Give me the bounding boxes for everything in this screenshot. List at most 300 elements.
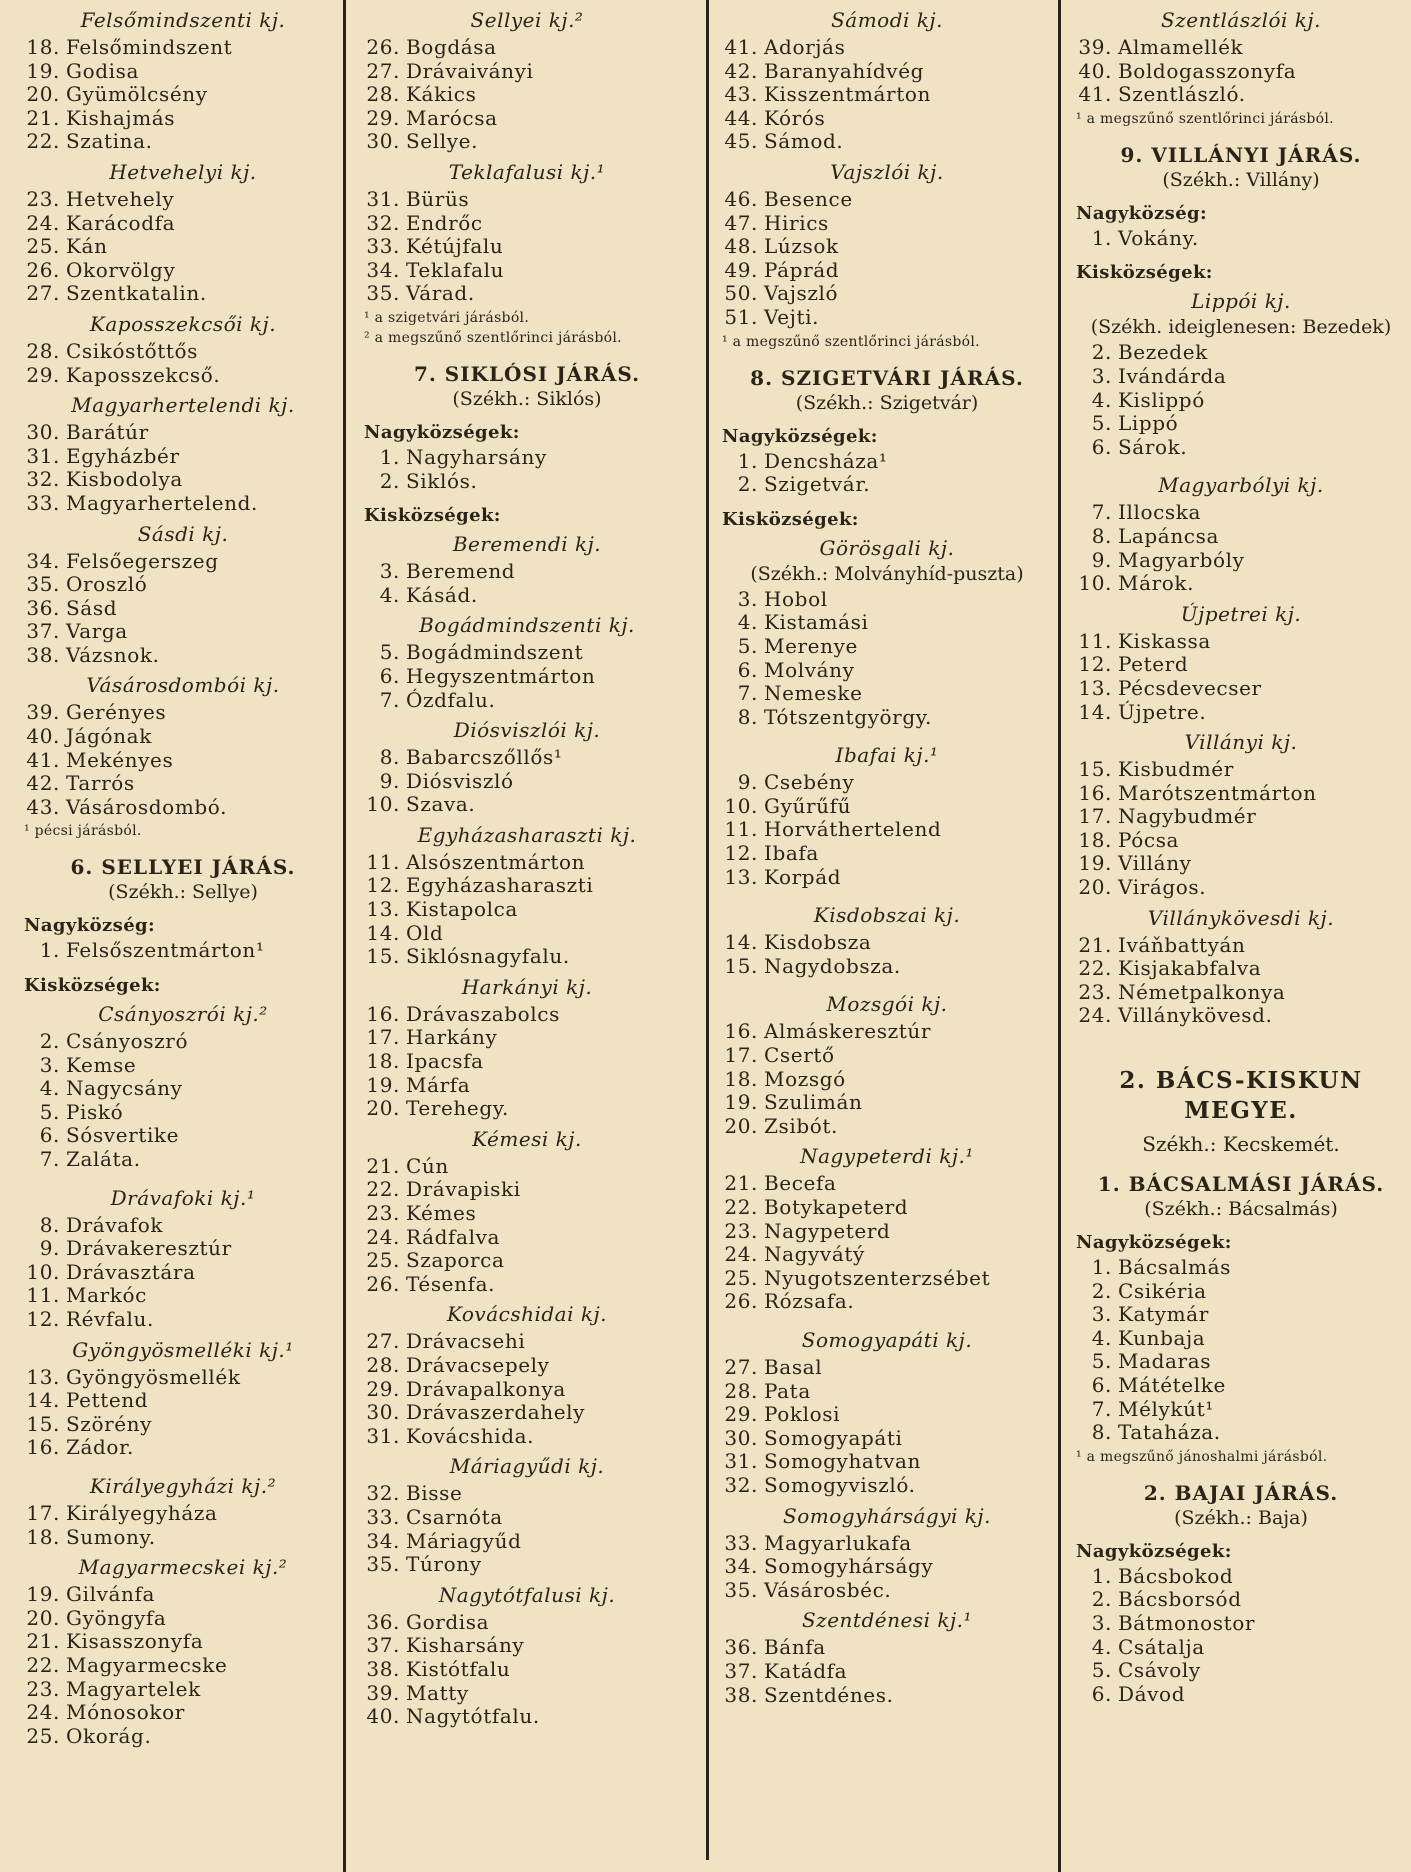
list-item: [722, 771, 1052, 795]
entry-list: [1076, 758, 1406, 900]
list-item: [722, 83, 1052, 107]
entry-name: Egyházbér: [66, 443, 180, 468]
list-item: [24, 620, 342, 644]
list-item: [364, 874, 690, 898]
list-item: [722, 450, 1052, 474]
entry-name: Csányoszró: [66, 1029, 189, 1054]
entry-name: Nagyharsány: [406, 444, 547, 469]
entry-number: 37.: [366, 1633, 400, 1658]
entry-name: Somogyhárságy: [764, 1554, 934, 1579]
subdistrict-heading: Kémesi kj.: [472, 1126, 582, 1151]
list-item: [364, 1026, 690, 1050]
entry-name: Drávacsehi: [406, 1329, 526, 1354]
entry-number: 41.: [26, 747, 60, 772]
list-item: [24, 1261, 342, 1285]
district-title: 1. BÁCSALMÁSI JÁRÁS.: [1097, 1172, 1385, 1197]
entry-name: Drávapalkonya: [406, 1376, 566, 1401]
entry-list: [364, 560, 690, 607]
group-label: Nagyközségek:: [722, 425, 878, 447]
entry-name: Ózdfalu.: [406, 687, 496, 712]
entry-list: [722, 1636, 1052, 1707]
entry-name: Máriagyűd: [406, 1528, 522, 1553]
list-item: [24, 282, 342, 306]
entry-name: Marócsa: [406, 105, 498, 130]
entry-number: 6.: [379, 663, 400, 688]
list-item: [722, 1115, 1052, 1139]
entry-number: 26.: [26, 257, 60, 282]
entry-name: Drávapiski: [406, 1177, 521, 1202]
subdistrict-heading: Kaposszekcsői kj.: [89, 311, 277, 336]
entry-name: Kisbudmér: [1118, 757, 1234, 782]
list-item: [1076, 227, 1406, 251]
list-item: [364, 1097, 690, 1121]
entry-number: 2.: [39, 1029, 60, 1054]
entry-name: Hirics: [764, 210, 829, 235]
entry-name: Markóc: [66, 1283, 147, 1308]
entry-number: 11.: [366, 849, 400, 874]
entry-name: Páprád: [764, 257, 840, 282]
entry-name: Nagytótfalu.: [406, 1704, 540, 1729]
entry-name: Bácsalmás: [1118, 1255, 1231, 1280]
entry-number: 37.: [26, 619, 60, 644]
entry-list: [1076, 1256, 1406, 1445]
entry-name: Katymár: [1118, 1302, 1209, 1327]
subdistrict-heading: Újpetrei kj.: [1180, 601, 1302, 626]
entry-name: Besence: [764, 186, 853, 211]
entry-number: 22.: [724, 1195, 758, 1219]
entry-list: [364, 851, 690, 969]
subdistrict-heading: Somogyhárságyi kj.: [783, 1503, 991, 1528]
entry-number: 6.: [1091, 1373, 1112, 1397]
entry-number: 10.: [724, 793, 758, 818]
list-item: [24, 597, 342, 621]
entry-list: [722, 36, 1052, 154]
list-item: [24, 259, 342, 283]
entry-number: 7.: [39, 1147, 60, 1171]
seat-note: (Székh.: Siklós): [452, 387, 602, 410]
entry-number: 14.: [1078, 699, 1112, 724]
list-item: [364, 1378, 690, 1402]
list-item: [1076, 1350, 1406, 1374]
subdistrict-heading: Csányoszrói kj.²: [98, 1002, 268, 1027]
list-item: [364, 446, 690, 470]
entry-number: 33.: [366, 1504, 400, 1529]
list-item: [364, 1202, 690, 1226]
entry-name: Kislippó: [1118, 387, 1205, 412]
list-item: [1076, 1612, 1406, 1636]
list-item: [24, 130, 342, 154]
list-item: [364, 1553, 690, 1577]
entry-name: Szigetvár.: [764, 472, 871, 497]
subdistrict-heading: Görösgali kj.: [819, 535, 955, 560]
entry-name: Mónosokor: [66, 1700, 185, 1725]
list-item: [722, 188, 1052, 212]
list-item: [364, 235, 690, 259]
list-item: [364, 130, 690, 154]
entry-list: [364, 188, 690, 306]
entry-number: 32.: [724, 1472, 758, 1497]
entry-number: 21.: [1078, 932, 1112, 957]
entry-number: 17.: [724, 1043, 758, 1068]
list-item: [722, 1356, 1052, 1380]
entry-name: Cún: [406, 1153, 449, 1178]
group-label: Nagyközségek:: [1076, 1232, 1232, 1254]
entry-name: Bogádmindszent: [406, 640, 584, 665]
list-item: [1076, 1280, 1406, 1304]
list-item: [1076, 630, 1406, 654]
entry-name: Szatina.: [66, 129, 153, 154]
entry-number: 20.: [26, 82, 60, 107]
subdistrict-heading: Szentlászlói kj.: [1161, 8, 1321, 32]
list-item: [24, 1436, 342, 1460]
entry-name: Somogyviszló.: [764, 1472, 916, 1497]
entry-number: 46.: [724, 186, 758, 211]
list-item: [24, 1678, 342, 1702]
entry-name: Oroszló: [66, 572, 148, 597]
list-item: [24, 1413, 342, 1437]
entry-name: Almamellék: [1118, 35, 1244, 59]
list-item: [1076, 412, 1406, 436]
list-item: [24, 1725, 342, 1749]
entry-number: 6.: [737, 657, 758, 682]
list-item: [364, 945, 690, 969]
group-label: Kisközségek:: [722, 508, 859, 530]
entry-number: 8.: [737, 704, 758, 729]
entry-number: 43.: [724, 82, 758, 107]
entry-list: [364, 1482, 690, 1576]
entry-number: 5.: [1091, 411, 1112, 436]
entry-number: 6.: [39, 1123, 60, 1148]
entry-name: Almáskeresztúr: [764, 1019, 932, 1044]
subdistrict-heading: Vásárosdombói kj.: [86, 673, 280, 698]
entry-name: Sósvertike: [66, 1123, 180, 1148]
entry-number: 9.: [1091, 547, 1112, 572]
entry-number: 29.: [724, 1402, 758, 1427]
entry-name: Old: [406, 920, 444, 945]
list-item: [722, 1636, 1052, 1660]
entry-number: 18.: [26, 35, 60, 59]
entry-number: 3.: [379, 559, 400, 584]
entry-name: Szava.: [406, 792, 476, 817]
footnote: ¹ pécsi járásból.: [24, 823, 142, 840]
list-item: [364, 1401, 690, 1425]
list-item: [722, 635, 1052, 659]
list-item: [24, 1526, 342, 1550]
entry-number: 5.: [1091, 1349, 1112, 1374]
entry-name: Dencsháza¹: [764, 448, 888, 473]
entry-number: 3.: [737, 586, 758, 611]
subdistrict-heading: Diósviszlói kj.: [453, 718, 601, 743]
entry-number: 20.: [1078, 875, 1112, 900]
entry-name: Siklósnagyfalu.: [406, 944, 570, 969]
entry-name: Vokány.: [1118, 225, 1199, 250]
entry-name: Virágos.: [1118, 875, 1207, 900]
list-item: [24, 1148, 342, 1172]
entry-name: Sellye.: [406, 129, 479, 154]
entry-name: Nagydobsza.: [764, 953, 901, 978]
entry-name: Korpád: [764, 864, 842, 889]
entry-number: 36.: [26, 595, 60, 620]
entry-name: Iváňbattyán: [1118, 932, 1246, 957]
entry-number: 6.: [1091, 1681, 1112, 1706]
entry-name: Kemse: [66, 1052, 137, 1077]
entry-name: Gyöngyösmellék: [66, 1364, 241, 1389]
entry-number: 4.: [1091, 387, 1112, 412]
entry-number: 8.: [1091, 1420, 1112, 1445]
list-item: [1076, 1256, 1406, 1280]
column-3: [722, 8, 1052, 1707]
list-item: [364, 1530, 690, 1554]
entry-number: 27.: [26, 281, 60, 306]
list-item: [722, 259, 1052, 283]
entry-name: Sásd: [66, 595, 118, 620]
entry-name: Márfa: [406, 1072, 471, 1097]
entry-list: [1076, 227, 1406, 251]
footnote: ² a megszűnő szentlőrinci járásból.: [364, 329, 622, 346]
list-item: [364, 1330, 690, 1354]
list-item: [24, 468, 342, 492]
entry-number: 21.: [724, 1171, 758, 1196]
entry-name: Csikóstőttős: [66, 338, 199, 363]
entry-number: 23.: [1078, 979, 1112, 1004]
group-label: Kisközségek:: [364, 505, 501, 527]
entry-name: Peterd: [1118, 652, 1189, 677]
entry-name: Matty: [406, 1680, 469, 1705]
entry-number: 15.: [26, 1411, 60, 1436]
entry-number: 10.: [366, 792, 400, 817]
entry-name: Bácsbokod: [1118, 1563, 1234, 1588]
entry-number: 3.: [39, 1052, 60, 1077]
entry-list: [722, 771, 1052, 889]
footnote: ¹ a megszűnő szentlőrinci járásból.: [722, 333, 980, 350]
list-item: [24, 1701, 342, 1725]
entry-name: Gerényes: [66, 700, 167, 725]
list-item: [364, 641, 690, 665]
list-item: [1076, 549, 1406, 573]
entry-name: Kishajmás: [66, 105, 176, 130]
list-item: [1076, 981, 1406, 1005]
entry-name: Terehegy.: [406, 1096, 509, 1121]
entry-number: 8.: [379, 745, 400, 770]
list-item: [364, 1273, 690, 1297]
entry-number: 26.: [724, 1289, 758, 1314]
list-item: [722, 36, 1052, 60]
entry-name: Újpetre.: [1118, 699, 1207, 724]
list-item: [1076, 1398, 1406, 1422]
column-rule: [343, 0, 346, 1872]
entry-number: 2.: [1091, 1587, 1112, 1612]
list-item: [1076, 525, 1406, 549]
list-item: [722, 306, 1052, 330]
list-item: [24, 1214, 342, 1238]
entry-name: Csertő: [764, 1043, 835, 1068]
entry-number: 2.: [737, 472, 758, 497]
entry-number: 17.: [366, 1025, 400, 1050]
entry-number: 22.: [26, 129, 60, 154]
entry-list: [24, 421, 342, 515]
entry-list: [364, 1155, 690, 1297]
list-item: [722, 1684, 1052, 1708]
entry-name: Boldogasszonyfa: [1118, 58, 1297, 83]
list-item: [722, 1020, 1052, 1044]
entry-name: Karácodfa: [66, 210, 176, 235]
entry-name: Barátúr: [66, 420, 149, 445]
entry-number: 34.: [724, 1554, 758, 1579]
entry-number: 5.: [39, 1099, 60, 1124]
entry-name: Kistapolca: [406, 897, 518, 922]
entry-name: Godisa: [66, 58, 140, 83]
entry-number: 3.: [1091, 363, 1112, 388]
entry-number: 7.: [1091, 1396, 1112, 1421]
list-item: [722, 1243, 1052, 1267]
subdistrict-heading: Lippói kj.: [1191, 289, 1291, 314]
list-item: [364, 107, 690, 131]
entry-name: Magyarbóly: [1118, 547, 1245, 572]
entry-name: Csikéria: [1118, 1278, 1207, 1303]
entry-number: 44.: [724, 105, 758, 130]
entry-name: Endrőc: [406, 210, 483, 235]
entry-name: Nyugotszenterzsébet: [764, 1265, 991, 1290]
entry-number: 15.: [1078, 757, 1112, 782]
list-item: [722, 473, 1052, 497]
group-label: Nagyközségek:: [364, 421, 520, 443]
seat-note: (Székh.: Baja): [1174, 1506, 1308, 1529]
list-item: [364, 770, 690, 794]
subdistrict-heading: Nagytótfalusi kj.: [438, 1582, 616, 1607]
entry-name: Mozsgó: [764, 1066, 846, 1091]
entry-number: 7.: [1091, 500, 1112, 525]
entry-number: 32.: [366, 210, 400, 235]
group-label: Nagyközség:: [24, 915, 156, 937]
entry-name: Bogdása: [406, 35, 497, 59]
entry-name: Siklós.: [406, 468, 478, 493]
list-item: [24, 1389, 342, 1413]
list-item: [24, 1630, 342, 1654]
entry-list: [364, 1003, 690, 1121]
list-item: [1076, 829, 1406, 853]
list-item: [1076, 677, 1406, 701]
entry-list: [364, 1330, 690, 1448]
entry-number: 48.: [724, 234, 758, 259]
entry-number: 24.: [1078, 1003, 1112, 1028]
entry-number: 33.: [724, 1530, 758, 1555]
entry-list: [24, 550, 342, 668]
entry-number: 39.: [1078, 35, 1112, 59]
entry-name: Pata: [764, 1378, 811, 1403]
entry-list: [722, 1172, 1052, 1314]
entry-name: Drávaszabolcs: [406, 1001, 560, 1026]
seat-note: (Székh.: Villány): [1162, 168, 1320, 191]
entry-number: 12.: [1078, 652, 1112, 677]
entry-name: Drávaszerdahely: [406, 1400, 586, 1425]
entry-list: [1076, 630, 1406, 724]
entry-number: 10.: [1078, 571, 1112, 596]
entry-number: 22.: [1078, 956, 1112, 981]
entry-name: Kán: [66, 234, 108, 259]
entry-name: Hegyszentmárton: [406, 663, 596, 688]
list-item: [722, 1044, 1052, 1068]
footnote: ¹ a megszűnő jánoshalmi járásból.: [1076, 1448, 1328, 1465]
entry-number: 37.: [724, 1658, 758, 1683]
entry-name: Kistótfalu: [406, 1656, 511, 1681]
entry-name: Horváthertelend: [764, 817, 942, 842]
column-rule: [706, 0, 709, 1860]
entry-list: [722, 931, 1052, 978]
entry-number: 18.: [26, 1524, 60, 1549]
list-item: [24, 1237, 342, 1261]
list-item: [24, 772, 342, 796]
entry-name: Sumony.: [66, 1524, 156, 1549]
entry-name: Gyümölcsény: [66, 82, 208, 107]
entry-number: 8.: [39, 1212, 60, 1237]
entry-number: 35.: [366, 281, 400, 306]
entry-list: [364, 1611, 690, 1729]
list-item: [364, 212, 690, 236]
entry-number: 1.: [1091, 1563, 1112, 1588]
list-item: [24, 644, 342, 668]
list-item: [722, 1290, 1052, 1314]
entry-number: 11.: [1078, 628, 1112, 653]
entry-number: 5.: [1091, 1658, 1112, 1683]
entry-number: 18.: [724, 1066, 758, 1091]
entry-number: 1.: [1091, 1255, 1112, 1280]
list-item: [722, 1380, 1052, 1404]
footnote: ¹ a szigetvári járásból.: [364, 309, 530, 326]
entry-list: [24, 188, 342, 306]
entry-name: Zádor.: [66, 1435, 134, 1460]
entry-name: Alsószentmárton: [406, 849, 586, 874]
entry-number: 20.: [366, 1096, 400, 1121]
list-item: [24, 1101, 342, 1125]
entry-number: 2.: [1091, 340, 1112, 365]
entry-name: Kovácshida.: [406, 1423, 535, 1448]
seat-note: (Székh.: Bácsalmás): [1144, 1198, 1338, 1221]
list-item: [722, 282, 1052, 306]
entry-name: Lippó: [1118, 411, 1179, 436]
entry-name: Mélykút¹: [1118, 1396, 1214, 1421]
entry-name: Nemeske: [764, 681, 863, 706]
entry-name: Kisdobsza: [764, 930, 872, 955]
list-item: [364, 1003, 690, 1027]
list-item: [1076, 36, 1406, 60]
entry-name: Becefa: [764, 1171, 837, 1196]
entry-number: 21.: [26, 105, 60, 130]
entry-name: Kisbodolya: [66, 467, 183, 492]
list-item: [1076, 805, 1406, 829]
entry-number: 49.: [724, 257, 758, 282]
entry-number: 30.: [26, 420, 60, 445]
entry-name: Kákics: [406, 82, 477, 107]
district-title: 7. SIKLÓSI JÁRÁS.: [413, 361, 641, 386]
entry-name: Hetvehely: [66, 186, 175, 211]
list-item: [722, 130, 1052, 154]
list-item: [24, 421, 342, 445]
entry-name: Tarrós: [66, 771, 135, 796]
entry-number: 38.: [26, 642, 60, 667]
entry-list: [722, 450, 1052, 497]
subdistrict-heading: Harkányi kj.: [461, 974, 593, 999]
column-2: [364, 8, 690, 1729]
list-item: [1076, 1303, 1406, 1327]
entry-number: 26.: [366, 1271, 400, 1296]
entry-name: Vajszló: [764, 281, 839, 306]
entry-number: 19.: [724, 1090, 758, 1115]
entry-list: [24, 1214, 342, 1332]
list-item: [24, 60, 342, 84]
entry-name: Varga: [66, 619, 128, 644]
entry-name: Rádfalva: [406, 1224, 500, 1249]
list-item: [24, 83, 342, 107]
